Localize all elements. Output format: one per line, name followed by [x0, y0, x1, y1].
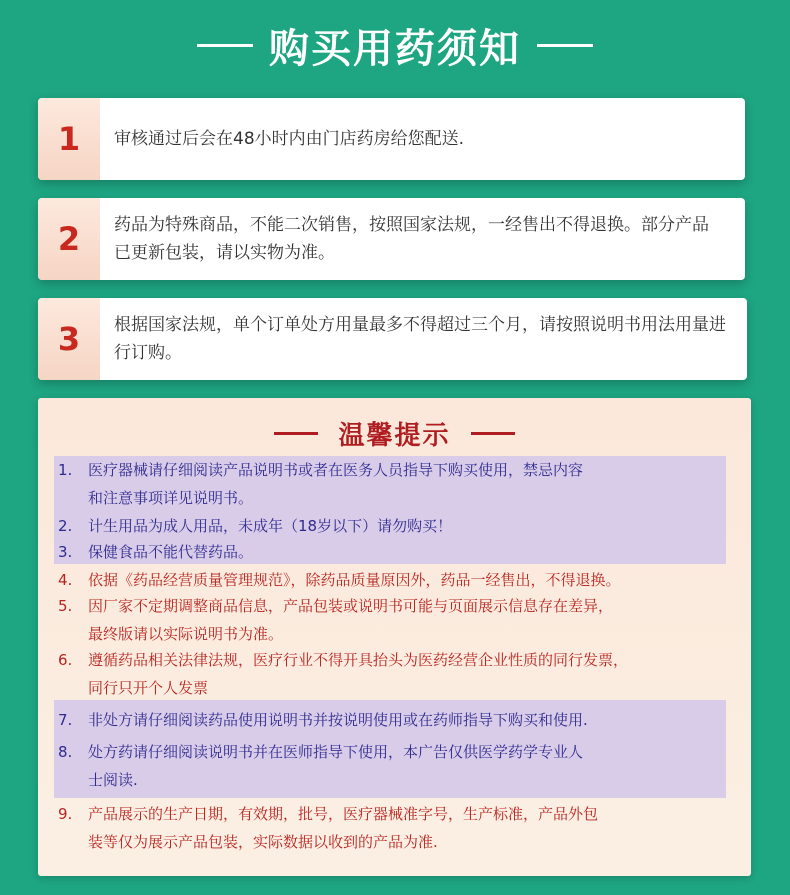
- tip-text: 保健食品不能代替药品。: [88, 543, 254, 561]
- tip-item-6: [58, 646, 628, 702]
- tip-number: 4.: [58, 571, 73, 589]
- tip-item-9: [58, 800, 598, 856]
- tip-text: 遵循药品相关法律法规，医疗行业不得开具抬头为医药经营企业性质的同行发票，: [88, 651, 629, 669]
- tips-left-dash: [274, 432, 318, 435]
- tips-header: [38, 412, 751, 454]
- tip-text: 因厂家不定期调整商品信息，产品包装或说明书可能与页面展示信息存在差异，: [88, 597, 614, 615]
- tip-item-1: [58, 456, 583, 512]
- header-right-dash: [537, 44, 593, 47]
- tip-number: 3.: [58, 543, 73, 561]
- tip-text: 处方药请仔细阅读说明书并在医师指导下使用，本广告仅供医学药学专业人: [88, 743, 584, 761]
- tip-item-3: [58, 538, 253, 566]
- notice-card-1: [38, 98, 745, 180]
- tip-number: 6.: [58, 651, 73, 669]
- tip-item-2: [58, 512, 452, 540]
- tip-text-cont: 和注意事项详见说明书。: [88, 489, 254, 507]
- tip-number: 9.: [58, 805, 73, 823]
- tip-item-5: [58, 592, 613, 648]
- tip-text-cont: 装等仅为展示产品包装，实际数据以收到的产品为准.: [88, 833, 438, 851]
- tip-text-cont: 同行只开个人发票: [88, 679, 209, 697]
- tip-number: 7.: [58, 711, 73, 729]
- notice-number-1: 1: [38, 98, 100, 180]
- tip-text: 医疗器械请仔细阅读产品说明书或者在医务人员指导下购买使用，禁忌内容: [88, 461, 584, 479]
- notice-text-1: 审核通过后会在48小时内由门店药房给您配送.: [114, 129, 465, 149]
- tip-text-cont: 士阅读.: [88, 771, 138, 789]
- page-title: 购买用药须知: [269, 25, 521, 72]
- tip-item-8: [58, 738, 583, 794]
- tip-number: 8.: [58, 743, 73, 761]
- page-header: [0, 0, 790, 90]
- notice-number-3: 3: [38, 298, 100, 380]
- tips-right-dash: [471, 432, 515, 435]
- warm-tips-panel: [38, 398, 751, 876]
- notice-text-3: 根据国家法规，单个订单处方用量最多不得超过三个月，请按照说明书用法用量进行订购。: [114, 315, 726, 363]
- notice-card-3: [38, 298, 747, 380]
- notice-card-2: [38, 198, 745, 280]
- header-left-dash: [197, 44, 253, 47]
- tip-text-cont: 最终版请以实际说明书为准。: [88, 625, 284, 643]
- tip-text: 依据《药品经营质量管理规范》，除药品质量原因外，药品一经售出，不得退换。: [88, 571, 621, 589]
- tip-number: 5.: [58, 597, 73, 615]
- notice-text-2: 药品为特殊商品，不能二次销售，按照国家法规，一经售出不得退换。部分产品已更新包装，请以实物为准。: [114, 215, 709, 263]
- tip-text: 计生用品为成人用品，未成年（18岁以下）请勿购买！: [88, 517, 453, 535]
- tip-number: 1.: [58, 461, 73, 479]
- tip-number: 2.: [58, 517, 73, 535]
- tip-item-7: [58, 706, 588, 734]
- tip-text: 非处方请仔细阅读药品使用说明书并按说明使用或在药师指导下购买和使用.: [88, 711, 588, 729]
- tip-text: 产品展示的生产日期，有效期，批号，医疗器械准字号，生产标准，产品外包: [88, 805, 599, 823]
- tip-item-4: [58, 566, 621, 594]
- notice-number-2: 2: [38, 198, 100, 280]
- tips-title: 温馨提示: [338, 420, 451, 451]
